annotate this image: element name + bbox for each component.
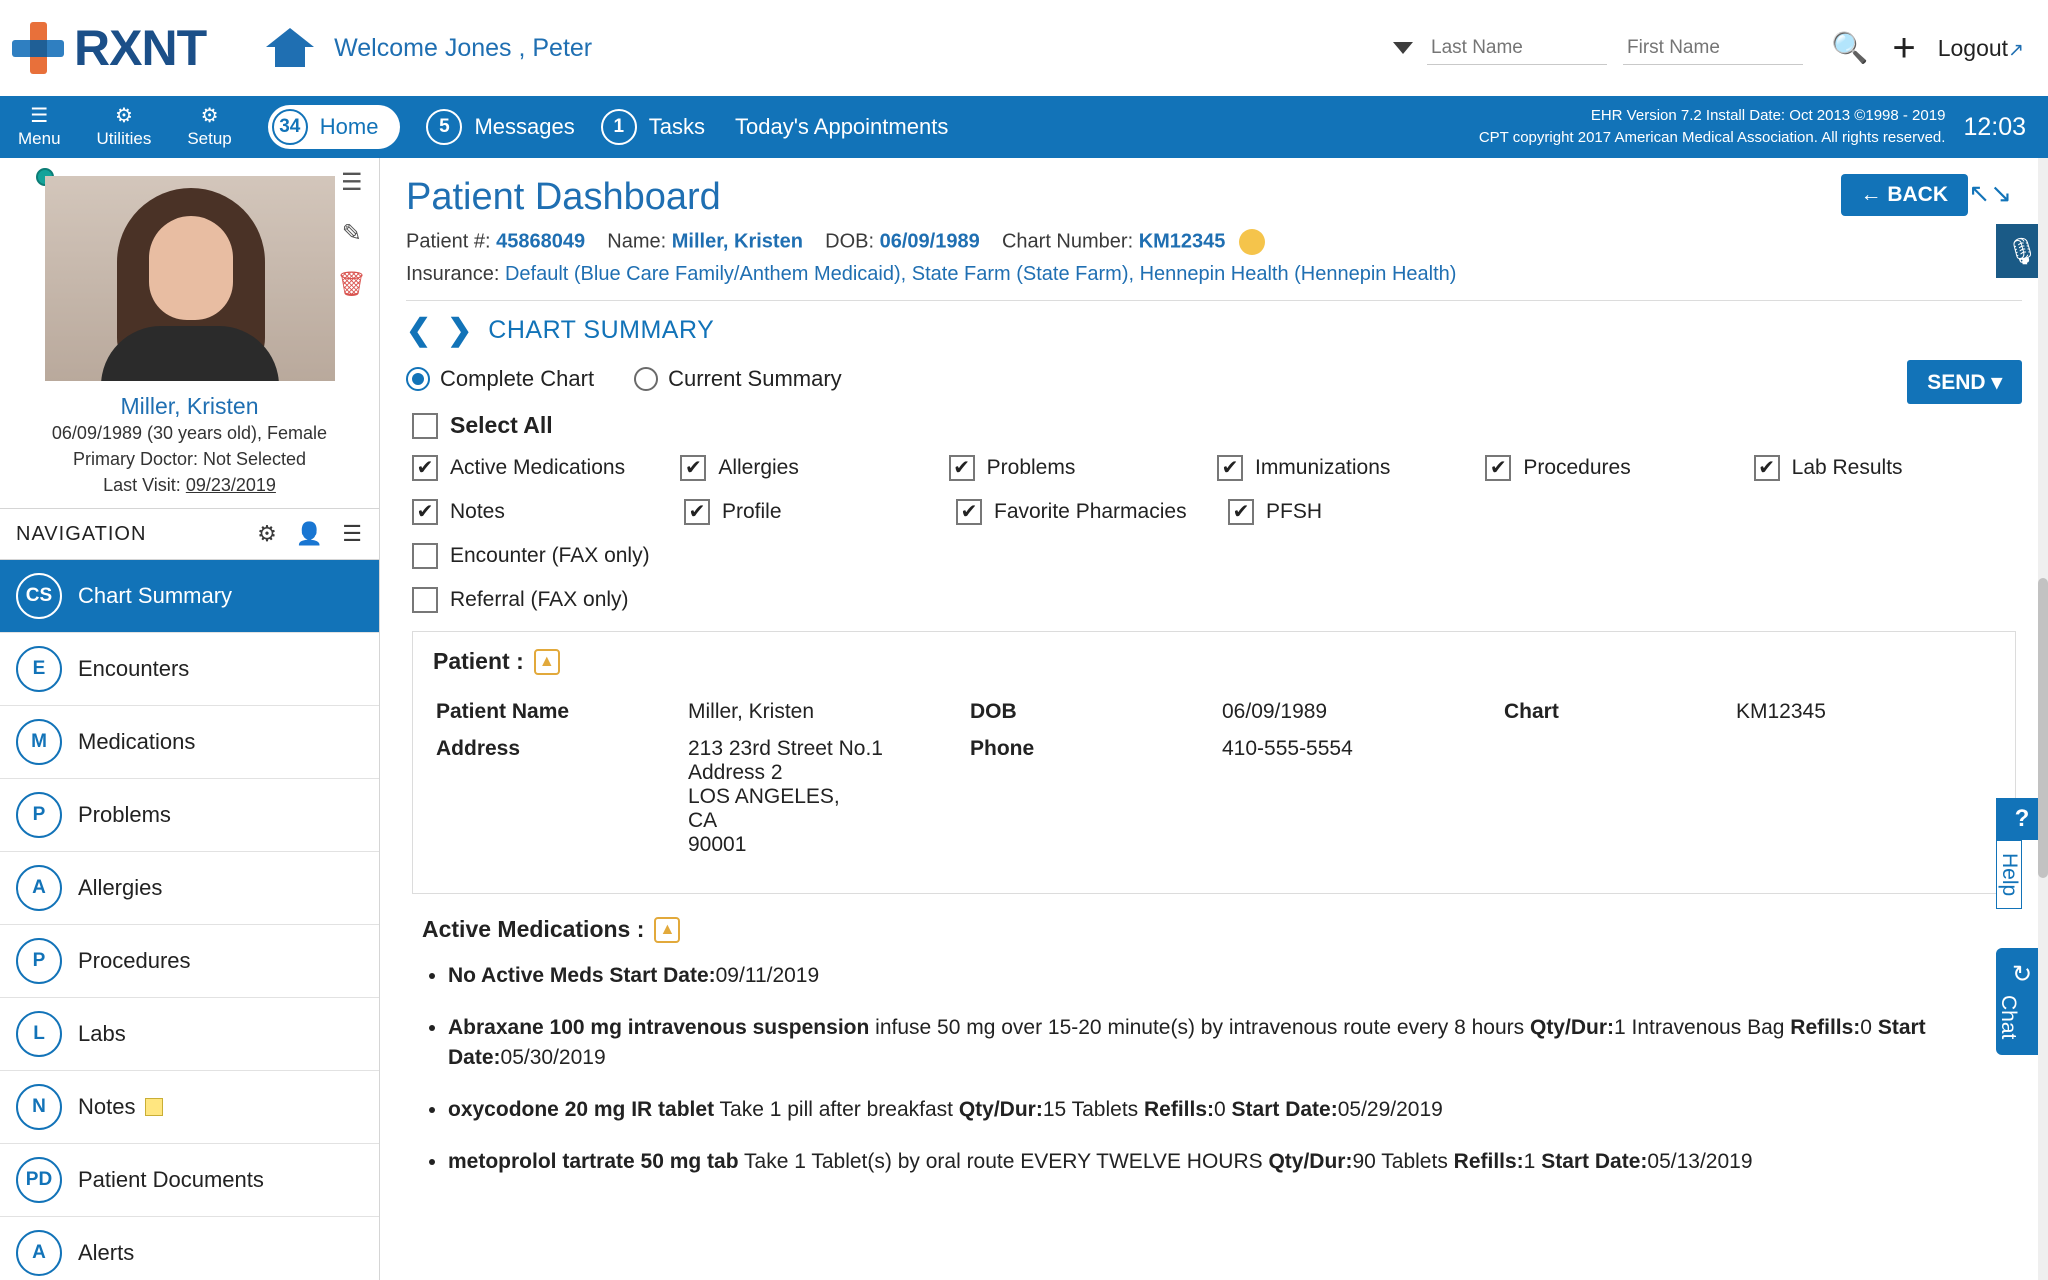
- chevron-down-icon[interactable]: [1393, 42, 1413, 54]
- checkbox-lab-results[interactable]: [1754, 455, 2022, 481]
- welcome-user-name: Jones , Peter: [444, 33, 593, 62]
- tasks-tab[interactable]: [601, 109, 705, 145]
- last-visit-value[interactable]: 09/23/2019: [185, 475, 276, 495]
- checkbox-icon: [412, 587, 438, 613]
- phone-value: 410-555-5554: [1222, 737, 1353, 760]
- list-item: [448, 1147, 2016, 1177]
- rxnt-cross-icon: [10, 20, 66, 76]
- left-sidebar: [0, 158, 380, 1280]
- sidebar-item-patient-documents[interactable]: [0, 1144, 379, 1217]
- sidebar-item-allergies[interactable]: [0, 852, 379, 925]
- table-row: [435, 736, 1993, 867]
- checkbox-notes[interactable]: [412, 499, 684, 525]
- med-name: oxycodone 20 mg IR tablet: [448, 1098, 715, 1121]
- user-icon[interactable]: 👤: [295, 521, 325, 546]
- checkbox-icon: [949, 455, 975, 481]
- setup-gear-icon: ⚙: [200, 104, 219, 127]
- med-name: No Active Meds Start Date:: [448, 964, 716, 987]
- select-all-label: Select All: [450, 412, 553, 438]
- menu-icon: ☰: [30, 104, 49, 127]
- chart-number-value: KM12345: [1138, 230, 1226, 253]
- navigation-tools: [257, 521, 363, 547]
- table-row: [435, 699, 1993, 734]
- gear-icon: ⚙: [114, 104, 133, 127]
- menu-label: Menu: [18, 128, 61, 148]
- patient-section-title: [433, 648, 1995, 675]
- checkbox-procedures[interactable]: [1485, 455, 1753, 481]
- patient-name-label: Name:: [607, 230, 667, 253]
- home-icon[interactable]: [266, 28, 314, 68]
- sidebar-badge: PD: [16, 1157, 62, 1203]
- radio-icon: [634, 367, 658, 391]
- back-button[interactable]: ← BACK: [1841, 174, 1969, 216]
- patient-meta: [0, 420, 379, 498]
- add-icon[interactable]: +: [1892, 26, 1916, 70]
- gear-icon[interactable]: ⚙: [257, 521, 278, 546]
- top-bar: [0, 0, 2048, 96]
- sidebar-item-procedures[interactable]: [0, 925, 379, 998]
- todays-appointments-tab[interactable]: Today's Appointments: [734, 114, 949, 139]
- welcome-label: Welcome: [334, 33, 438, 62]
- address-line-4: CA: [688, 809, 718, 832]
- logout-button[interactable]: [1938, 35, 2024, 62]
- sidebar-badge: E: [16, 646, 62, 692]
- med-start-label: Start Date:: [448, 1016, 1926, 1069]
- microphone-icon[interactable]: 🎙: [1996, 224, 2048, 278]
- sidebar-item-medications[interactable]: [0, 706, 379, 779]
- tasks-count-badge: 1: [601, 109, 637, 145]
- med-qty-value: 1 Intravenous Bag: [1613, 1016, 1791, 1039]
- insurance-value[interactable]: Default (Blue Care Family/Anthem Medicaid), State Farm (State Farm), Hennepin Health (Hennepin Health): [504, 263, 1457, 285]
- checkbox-problems[interactable]: [949, 455, 1217, 481]
- med-qty-label: Qty/Dur:: [1529, 1016, 1614, 1039]
- med-qty-value: 15 Tablets: [1042, 1098, 1144, 1121]
- home-tab[interactable]: [268, 105, 401, 149]
- sidebar-item-notes[interactable]: [0, 1071, 379, 1144]
- patient-name[interactable]: Miller, Kristen: [120, 393, 259, 419]
- med-qty-value: 90 Tablets: [1352, 1150, 1454, 1173]
- patient-photo: [45, 176, 335, 381]
- divider: [406, 300, 2022, 301]
- address-line-2: Address 2: [688, 761, 783, 784]
- logout-label: Logout: [1937, 34, 2009, 61]
- messages-count-badge: 5: [426, 109, 462, 145]
- next-arrow-icon[interactable]: ❯: [447, 314, 473, 347]
- med-sig: infuse 50 mg over 15-20 minute(s) by intravenous route every 8 hours: [869, 1016, 1530, 1039]
- checkbox-icon: [1228, 499, 1254, 525]
- messages-tab[interactable]: [426, 109, 574, 145]
- sidebar-badge: N: [16, 1084, 62, 1130]
- patient-section: [412, 631, 2016, 894]
- patient-demographics-line: [406, 229, 2022, 255]
- phone-label: Phone: [970, 737, 1035, 760]
- sidebar-badge: P: [16, 792, 62, 838]
- checkbox-label: Referral (FAX only): [450, 588, 629, 611]
- expand-icon[interactable]: ↖↘: [1968, 178, 2012, 208]
- sidebar-item-label: Medications: [78, 729, 196, 754]
- blue-nav-bar: [0, 96, 2048, 158]
- sidebar-item-label: Patient Documents: [78, 1167, 264, 1192]
- sidebar-badge: M: [16, 719, 62, 765]
- setup-label: Setup: [187, 128, 232, 148]
- med-refills-value: 1: [1523, 1150, 1542, 1173]
- checkbox-referral-fax-only[interactable]: [412, 587, 629, 613]
- dob-label: DOB: [970, 700, 1017, 723]
- patient-card: [0, 158, 379, 508]
- med-qty-label: Qty/Dur:: [1268, 1150, 1353, 1173]
- patient-last-visit: [0, 472, 379, 498]
- checkbox-label: Immunizations: [1254, 456, 1391, 479]
- chart-mode-radios: [406, 366, 2022, 392]
- checkbox-icon: [1754, 455, 1780, 481]
- med-name: metoprolol tartrate 50 mg tab: [448, 1150, 739, 1173]
- checkbox-label: Procedures: [1523, 456, 1631, 479]
- patient-dob-line: 06/09/1989 (30 years old), Female: [51, 423, 328, 443]
- checkbox-label: Active Medications: [450, 456, 626, 479]
- sidebar-badge: CS: [16, 573, 62, 619]
- checkbox-encounter-fax-only[interactable]: [412, 543, 650, 569]
- sidebar-item-label: Allergies: [78, 875, 163, 900]
- sidebar-item-label: Alerts: [78, 1240, 135, 1265]
- version-line-1: EHR Version 7.2 Install Date: Oct 2013 ©1998 - 2019: [1590, 107, 1946, 124]
- chart-label: Chart: [1504, 700, 1559, 723]
- med-start-value: 05/29/2019: [1337, 1098, 1443, 1121]
- checkbox-allergies[interactable]: [680, 455, 948, 481]
- checkbox-icon: [412, 413, 438, 439]
- sidebar-item-encounters[interactable]: [0, 633, 379, 706]
- page-title: Patient Dashboard: [406, 176, 721, 218]
- address-line-3: LOS ANGELES,: [688, 785, 840, 808]
- version-line-2: CPT copyright 2017 American Medical Association. All rights reserved.: [1478, 129, 1946, 146]
- med-sig: Take 1 Tablet(s) by oral route EVERY TWELVE HOURS: [738, 1150, 1269, 1173]
- active-medications-list: [448, 961, 2016, 1177]
- address-value: [687, 736, 967, 867]
- patient-primary-doctor: Primary Doctor: Not Selected: [72, 449, 307, 469]
- patient-dob-value: 06/09/1989: [879, 230, 980, 253]
- list-icon[interactable]: ☰: [341, 169, 363, 196]
- checkbox-label: Lab Results: [1791, 456, 1903, 479]
- chart-section-checkboxes: [412, 455, 2022, 613]
- checkbox-row: [412, 543, 2022, 569]
- main-inner: [380, 158, 2048, 1177]
- radio-complete-chart-label: Complete Chart: [440, 366, 595, 391]
- active-medications-title: [422, 916, 2016, 943]
- last-name-input[interactable]: [1427, 31, 1607, 65]
- chat-label: Chat: [1997, 995, 2020, 1040]
- messages-tab-label: Messages: [474, 114, 575, 139]
- top-right-controls: [1393, 26, 2024, 70]
- sidebar-item-labs[interactable]: [0, 998, 379, 1071]
- sidebar-item-problems[interactable]: [0, 779, 379, 852]
- welcome-text: [334, 34, 592, 63]
- sidebar-badge: L: [16, 1011, 62, 1057]
- checkbox-active-medications[interactable]: [412, 455, 680, 481]
- checkbox-icon: [412, 499, 438, 525]
- chart-summary-heading: CHART SUMMARY: [488, 316, 715, 344]
- edit-icon[interactable]: ✎: [341, 220, 362, 247]
- insurance-label: Insurance:: [406, 263, 500, 285]
- body-wrapper: [0, 158, 2048, 1280]
- chart-summary-header: [406, 313, 2022, 348]
- checkbox-pfsh[interactable]: [1228, 499, 1500, 525]
- send-label: SEND: [1927, 370, 1986, 394]
- lightbulb-icon[interactable]: [1239, 229, 1265, 255]
- search-icon[interactable]: 🔍: [1831, 31, 1869, 65]
- checkbox-label: PFSH: [1266, 500, 1323, 523]
- med-refills-label: Refills:: [1144, 1098, 1215, 1121]
- checkbox-icon: [1217, 455, 1243, 481]
- med-start-label: Start Date:: [1541, 1150, 1648, 1173]
- address-label: Address: [436, 737, 521, 760]
- checkbox-icon: [680, 455, 706, 481]
- rxnt-logo[interactable]: [10, 19, 206, 77]
- utilities-button[interactable]: [79, 106, 170, 149]
- active-medications-section: [422, 916, 2016, 1177]
- radio-icon: [406, 367, 430, 391]
- med-start-label: Start Date:: [1231, 1098, 1338, 1121]
- checkbox-icon: [1485, 455, 1511, 481]
- send-button[interactable]: SEND ▾: [1907, 360, 2022, 404]
- home-count-badge: 34: [272, 109, 308, 145]
- med-sig: Take 1 pill after breakfast: [714, 1098, 959, 1121]
- select-all-checkbox[interactable]: [412, 412, 2022, 439]
- sidebar-item-label: Encounters: [78, 656, 190, 681]
- med-qty-label: Qty/Dur:: [958, 1098, 1043, 1121]
- sidebar-item-label: Labs: [78, 1021, 126, 1046]
- setup-button[interactable]: [169, 106, 249, 149]
- patient-name-value: Miller, Kristen: [688, 700, 815, 723]
- help-question-icon[interactable]: ?: [1996, 798, 2048, 840]
- patient-name-label: Patient Name: [436, 700, 570, 723]
- menu-button[interactable]: [0, 106, 79, 149]
- sidebar-item-label: Procedures: [78, 948, 191, 973]
- checkbox-row: [412, 587, 2022, 613]
- checkbox-favorite-pharmacies[interactable]: [956, 499, 1228, 525]
- active-medications-label: Active Medications :: [422, 916, 645, 942]
- address-line-1: 213 23rd Street No.1: [688, 737, 883, 760]
- checkbox-immunizations[interactable]: [1217, 455, 1485, 481]
- scrollbar-track[interactable]: [2038, 158, 2048, 1280]
- checkbox-label: Favorite Pharmacies: [994, 500, 1187, 523]
- med-name: Abraxane 100 mg intravenous suspension: [448, 1016, 870, 1039]
- checkbox-icon: [956, 499, 982, 525]
- rxnt-logo-text: RXNT: [74, 20, 207, 76]
- chat-icon: ↻: [2011, 961, 2033, 988]
- med-start-value: 05/30/2019: [500, 1046, 606, 1069]
- list-item: [448, 961, 2016, 991]
- sidebar-item-label: Problems: [78, 802, 171, 827]
- radio-complete-chart[interactable]: [406, 366, 594, 392]
- logout-arrow-icon: ↗: [2008, 39, 2024, 61]
- med-refills-value: 0: [1214, 1098, 1232, 1121]
- collapse-icon[interactable]: ▲: [654, 917, 680, 943]
- utilities-label: Utilities: [96, 128, 152, 148]
- checkbox-row: [412, 455, 2022, 481]
- radio-current-summary[interactable]: [634, 366, 842, 392]
- sidebar-item-label: Chart Summary: [78, 583, 233, 608]
- help-label[interactable]: Help: [1996, 840, 2022, 909]
- list-item: [448, 1095, 2016, 1125]
- tasks-tab-label: Tasks: [648, 114, 705, 139]
- delete-icon[interactable]: 🗑: [336, 271, 367, 298]
- dob-value: 06/09/1989: [1222, 700, 1328, 723]
- address-line-5: 90001: [688, 833, 747, 856]
- checkbox-label: Problems: [986, 456, 1076, 479]
- radio-current-summary-label: Current Summary: [668, 366, 842, 391]
- scrollbar-thumb[interactable]: [2038, 578, 2048, 878]
- insurance-line: [406, 263, 2022, 286]
- sidebar-badge: P: [16, 938, 62, 984]
- med-refills-label: Refills:: [1790, 1016, 1861, 1039]
- med-start-value: 05/13/2019: [1647, 1150, 1753, 1173]
- prev-arrow-icon[interactable]: ❮: [406, 314, 432, 347]
- checkbox-label: Profile: [722, 500, 782, 523]
- navigation-header: [0, 508, 379, 560]
- checkbox-profile[interactable]: [684, 499, 956, 525]
- checkbox-icon: [684, 499, 710, 525]
- main-content: [380, 158, 2048, 1280]
- sidebar-badge: A: [16, 865, 62, 911]
- med-refills-label: Refills:: [1453, 1150, 1524, 1173]
- patient-section-label: Patient :: [433, 648, 524, 674]
- patient-card-actions: [337, 168, 367, 299]
- checkbox-label: Notes: [450, 500, 505, 523]
- list-icon[interactable]: ☰: [342, 521, 363, 546]
- checkbox-row: [412, 499, 2022, 525]
- sidebar-item-alerts[interactable]: [0, 1217, 379, 1280]
- patient-number-value: 45868049: [496, 230, 586, 253]
- chart-value: KM12345: [1736, 700, 1826, 723]
- list-item: [448, 1013, 2016, 1073]
- note-indicator-icon: [145, 1098, 163, 1116]
- sidebar-item-label: Notes: [78, 1094, 136, 1119]
- navigation-title: NAVIGATION: [16, 522, 147, 545]
- checkbox-icon: [412, 543, 438, 569]
- version-info: [1479, 105, 1964, 149]
- patient-dob-label: DOB:: [825, 230, 875, 253]
- collapse-icon[interactable]: ▲: [534, 649, 560, 675]
- home-tab-label: Home: [319, 114, 379, 139]
- checkbox-label: Allergies: [718, 456, 799, 479]
- sidebar-badge: A: [16, 1230, 62, 1276]
- last-visit-label: Last Visit:: [103, 475, 181, 495]
- med-refills-value: 0: [1860, 1016, 1878, 1039]
- checkbox-label: Encounter (FAX only): [450, 544, 650, 567]
- med-detail: 09/11/2019: [715, 964, 820, 987]
- clock: 12:03: [1963, 112, 2026, 141]
- sidebar-item-chart-summary[interactable]: [0, 560, 379, 633]
- patient-name-value: Miller, Kristen: [671, 230, 803, 253]
- checkbox-icon: [412, 455, 438, 481]
- first-name-input[interactable]: [1623, 31, 1803, 65]
- patient-details-table: [433, 697, 1995, 869]
- chart-number-label: Chart Number:: [1001, 230, 1134, 253]
- patient-number-label: Patient #:: [406, 230, 491, 253]
